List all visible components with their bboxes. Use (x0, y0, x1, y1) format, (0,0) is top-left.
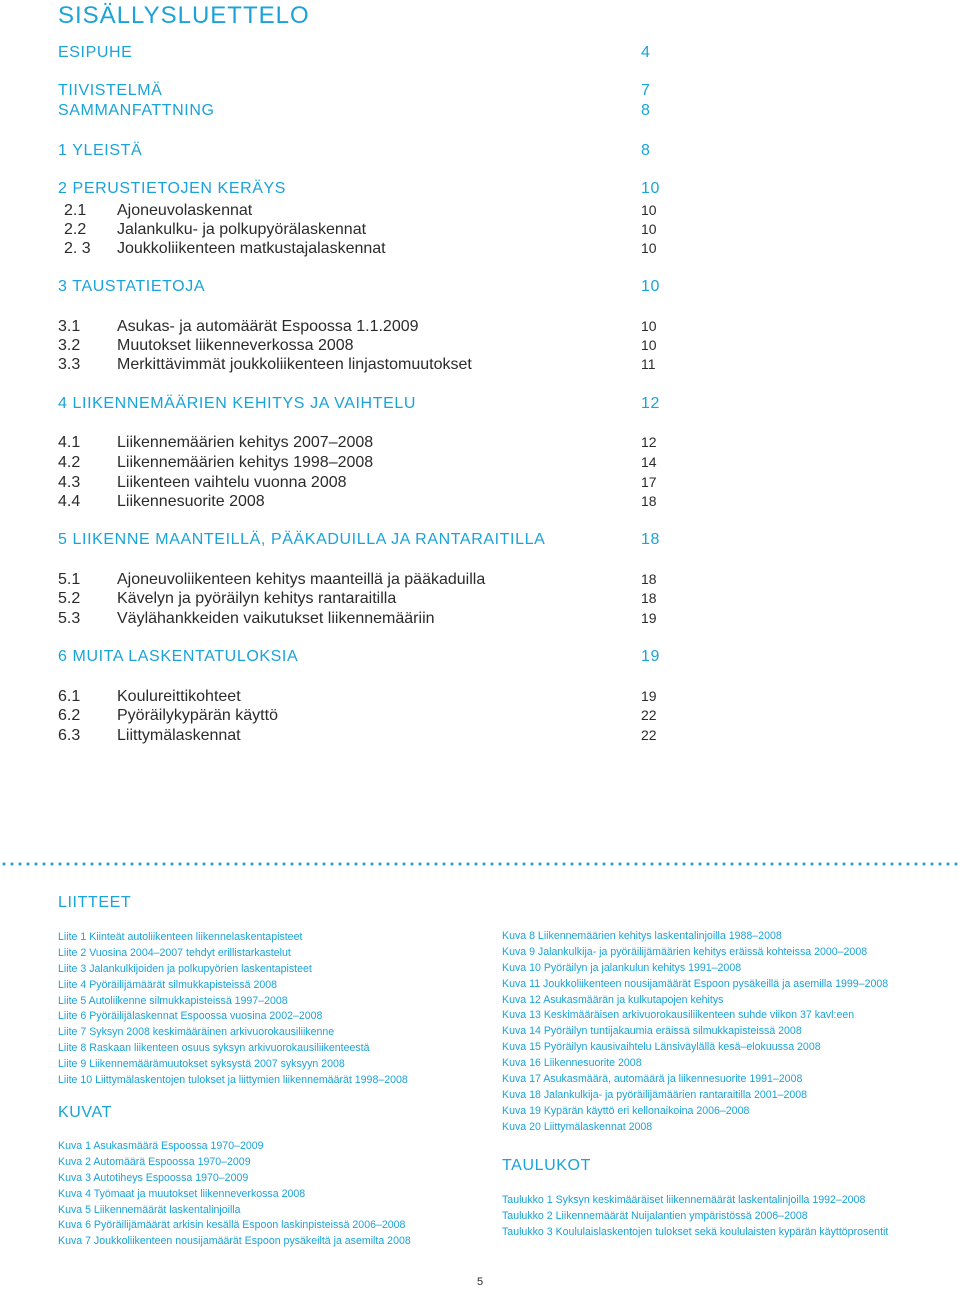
list-item[interactable]: Kuva 3 Autotiheys Espoossa 1970–2009 (58, 1171, 249, 1184)
list-item[interactable]: Kuva 1 Asukasmäärä Espoossa 1970–2009 (58, 1140, 264, 1152)
toc-subentry-label: Liittymälaskennat (117, 727, 241, 744)
toc-subentry-label: Jalankulku- ja polkupyörälaskennat (117, 221, 367, 238)
toc-subentry[interactable] (58, 474, 658, 494)
taulukot-heading: TAULUKOT (502, 1157, 591, 1174)
toc-entry-page: 10 (641, 240, 657, 256)
toc-entry-page: 18 (641, 493, 657, 509)
list-item[interactable]: Liite 6 Pyöräilijälaskennat Espoossa vuosina 2002–2008 (58, 1010, 323, 1023)
page-number: 5 (476, 1276, 484, 1288)
list-item[interactable]: Kuva 17 Asukasmäärä, automäärä ja liikennesuorite 1991–2008 (502, 1073, 803, 1086)
toc-chapter-4[interactable] (58, 395, 658, 415)
list-item[interactable]: Kuva 19 Kypärän käyttö eri kellonaikoina 2006–2008 (502, 1104, 750, 1117)
toc-subentry-label: Ajoneuvolaskennat (117, 202, 253, 219)
toc-subentry[interactable] (58, 493, 658, 513)
toc-entry-page: 19 (641, 610, 657, 626)
toc-subentry-number: 4.2 (58, 454, 81, 471)
toc-entry-sammanfattning[interactable] (58, 102, 658, 122)
list-item[interactable]: Taulukko 2 Liikennemäärät Nuijalantien ympäristössä 2006–2008 (502, 1209, 808, 1222)
toc-entry-page: 14 (641, 454, 657, 470)
toc-entry-page: 19 (641, 648, 660, 665)
list-item[interactable]: Kuva 11 Joukkoliikenteen nousijamäärät Espoon pysäkeillä ja asemilla 1999–2008 (502, 977, 889, 990)
list-item[interactable]: Kuva 13 Keskimääräisen arkivuorokausiliikenteen suhde viikon 37 kavl:een (502, 1009, 855, 1022)
toc-subentry-label: Liikennesuorite 2008 (117, 493, 265, 510)
toc-chapter-6[interactable] (58, 648, 658, 668)
list-item[interactable]: Kuva 5 Liikennemäärät laskentalinjoilla (58, 1203, 241, 1216)
toc-entry-page: 11 (641, 356, 656, 372)
toc-subentry[interactable] (58, 454, 658, 474)
list-item[interactable]: Liite 2 Vuosina 2004–2007 tehdyt erillistarkastelut (58, 946, 291, 959)
toc-chapter-5[interactable] (58, 531, 658, 551)
toc-subentry[interactable] (58, 356, 658, 376)
toc-subentry-label: Ajoneuvoliikenteen kehitys maanteillä ja pääkaduilla (117, 571, 486, 588)
toc-subentry-label: Joukkoliikenteen matkustajalaskennat (117, 240, 386, 257)
toc-subentry-number: 2. 3 (64, 240, 91, 257)
toc-entry-label: 2 PERUSTIETOJEN KERÄYS (58, 180, 287, 197)
liitteet-heading: LIITTEET (58, 894, 132, 911)
list-item[interactable]: Liite 7 Syksyn 2008 keskimääräinen arkivuorokausiliikenne (58, 1026, 335, 1039)
toc-subentry[interactable] (58, 240, 658, 260)
list-item[interactable]: Liite 1 Kiinteät autoliikenteen liikennelaskentapisteet (58, 931, 303, 943)
toc-subentry-number: 5.2 (58, 590, 81, 607)
list-item[interactable]: Kuva 2 Automäärä Espoossa 1970–2009 (58, 1155, 251, 1168)
toc-subentry-number: 4.1 (58, 434, 81, 451)
list-item[interactable]: Liite 5 Autoliikenne silmukkapisteissä 1997–2008 (58, 994, 288, 1007)
toc-entry-page: 22 (641, 707, 657, 723)
list-item[interactable]: Kuva 16 Liikennesuorite 2008 (502, 1057, 642, 1070)
toc-entry-page: 12 (641, 395, 660, 412)
page-title: SISÄLLYSLUETTELO (58, 2, 310, 29)
toc-entry-page: 18 (641, 590, 657, 606)
toc-entry-label: 4 LIIKENNEMÄÄRIEN KEHITYS JA VAIHTELU (58, 395, 416, 412)
toc-subentry-number: 6.1 (58, 688, 81, 705)
toc-subentry-number: 5.1 (58, 571, 81, 588)
toc-subentry[interactable] (58, 318, 658, 338)
toc-subentry[interactable] (58, 688, 658, 708)
toc-subentry-number: 3.2 (58, 337, 81, 354)
toc-subentry[interactable] (58, 202, 658, 222)
toc-subentry-label: Merkittävimmät joukkoliikenteen linjastomuutokset (117, 356, 472, 373)
liitteet-list (58, 930, 408, 1089)
list-item[interactable]: Liite 4 Pyöräilijämäärät silmukkapisteissä 2008 (58, 978, 278, 991)
toc-entry-page: 7 (641, 82, 651, 99)
list-item[interactable]: Kuva 9 Jalankulkija- ja pyöräilijämäärien kehitys eräissä kohteissa 2000–2008 (502, 945, 868, 958)
toc-entry-page: 10 (641, 180, 660, 197)
list-item[interactable]: Liite 9 Liikennemäärämuutokset syksystä 2007 syksyyn 2008 (58, 1058, 345, 1071)
dotted-divider (0, 862, 960, 866)
toc-entry-page: 22 (641, 727, 657, 743)
list-item[interactable]: Kuva 14 Pyöräilyn tuntijakaumia eräissä silmukkapisteissä 2008 (502, 1025, 802, 1038)
toc-subentry-number: 5.3 (58, 610, 81, 627)
kuvat-heading: KUVAT (58, 1104, 112, 1121)
toc-chapter-1[interactable] (58, 142, 658, 162)
toc-entry-tiivistelma[interactable] (58, 82, 658, 102)
list-item[interactable]: Taulukko 1 Syksyn keskimääräiset liikennemäärät laskentalinjoilla 1992–2008 (502, 1194, 866, 1206)
toc-entry-page: 10 (641, 318, 657, 334)
toc-subentry-label: Pyöräilykypärän käyttö (117, 707, 278, 724)
toc-subentry-number: 4.4 (58, 493, 81, 510)
kuvat-list-left (58, 1139, 411, 1250)
toc-entry-page: 10 (641, 202, 657, 218)
list-item[interactable]: Kuva 20 Liittymälaskennat 2008 (502, 1120, 653, 1133)
list-item[interactable]: Taulukko 3 Koululaislaskentojen tulokset sekä koululaisten kypärän käyttöprosentit (502, 1225, 889, 1238)
toc-entry-page: 19 (641, 688, 657, 704)
toc-entry-page: 10 (641, 221, 657, 237)
toc-entry-label: ESIPUHE (58, 44, 133, 61)
toc-subentry-number: 3.3 (58, 356, 81, 373)
toc-chapter-2[interactable] (58, 180, 658, 200)
toc-entry-page: 18 (641, 531, 660, 548)
toc-chapter-3[interactable] (58, 278, 658, 298)
kuvat-list-right (502, 929, 888, 1136)
toc-entry-label: TIIVISTELMÄ (58, 82, 163, 99)
toc-entry-label: SAMMANFATTNING (58, 102, 215, 119)
toc-subentry[interactable] (58, 727, 658, 747)
toc-entry-page: 4 (641, 44, 651, 61)
toc-subentry-number: 3.1 (58, 318, 81, 335)
list-item[interactable]: Kuva 4 Työmaat ja muutokset liikenneverkossa 2008 (58, 1187, 306, 1200)
toc-subentry-label: Väylähankkeiden vaikutukset liikennemääriin (117, 610, 435, 627)
toc-subentry-label: Liikenteen vaihtelu vuonna 2008 (117, 474, 347, 491)
toc-subentry-number: 2.1 (64, 202, 87, 219)
toc-entry-label: 5 LIIKENNE MAANTEILLÄ, PÄÄKADUILLA JA RANTARAITILLA (58, 531, 546, 548)
toc-subentry-number: 6.2 (58, 707, 81, 724)
toc-subentry-label: Liikennemäärien kehitys 2007–2008 (117, 434, 374, 451)
list-item[interactable]: Kuva 15 Pyöräilyn kausivaihtelu Länsiväylällä kesä–elokuussa 2008 (502, 1041, 821, 1054)
toc-entry-label: 3 TAUSTATIETOJA (58, 278, 206, 295)
toc-entry-page: 8 (641, 102, 651, 119)
toc-entry-page: 17 (641, 474, 657, 490)
toc-subentry[interactable] (58, 610, 658, 630)
toc-entry-page: 18 (641, 571, 657, 587)
list-item[interactable]: Kuva 7 Joukkoliikenteen nousijamäärät Espoon pysäkeiltä ja asemilta 2008 (58, 1235, 411, 1248)
list-item[interactable]: Liite 10 Liittymälaskentojen tulokset ja liittymien liikennemäärät 1998–2008 (58, 1074, 408, 1087)
toc-subentry-label: Muutokset liikenneverkossa 2008 (117, 337, 354, 354)
toc-subentry[interactable] (58, 434, 658, 454)
toc-subentry[interactable] (58, 571, 658, 591)
toc-subentry-label: Asukas- ja automäärät Espoossa 1.1.2009 (117, 318, 419, 335)
list-item[interactable]: Kuva 6 Pyöräilijämäärät arkisin kesällä Espoon laskinpisteissä 2006–2008 (58, 1219, 406, 1232)
toc-subentry[interactable] (58, 707, 658, 727)
toc-subentry-number: 4.3 (58, 474, 81, 491)
toc-subentry-label: Kävelyn ja pyöräilyn kehitys rantaraitilla (117, 590, 397, 607)
toc-entry-label: 1 YLEISTÄ (58, 142, 143, 159)
list-item[interactable]: Liite 3 Jalankulkijoiden ja polkupyörien laskentapisteet (58, 962, 312, 975)
list-item[interactable]: Kuva 10 Pyöräilyn ja jalankulun kehitys 1991–2008 (502, 961, 742, 974)
list-item[interactable]: Kuva 12 Asukasmäärän ja kulkutapojen kehitys (502, 993, 724, 1006)
toc-subentry[interactable] (58, 590, 658, 610)
toc-entry-esipuhe[interactable] (58, 44, 658, 64)
toc-subentry-number: 2.2 (64, 221, 87, 238)
toc-subentry-number: 6.3 (58, 727, 81, 744)
toc-entry-page: 10 (641, 278, 660, 295)
toc-subentry[interactable] (58, 337, 658, 357)
toc-subentry[interactable] (58, 221, 658, 241)
toc-entry-label: 6 MUITA LASKENTATULOKSIA (58, 648, 299, 665)
toc-entry-page: 10 (641, 337, 657, 353)
toc-subentry-label: Koulureittikohteet (117, 688, 241, 705)
taulukot-list (502, 1193, 888, 1241)
list-item[interactable]: Liite 8 Raskaan liikenteen osuus syksyn arkivuorokausiliikenteestä (58, 1042, 370, 1055)
toc-entry-page: 12 (641, 434, 657, 450)
toc-entry-page: 8 (641, 142, 651, 159)
toc-subentry-label: Liikennemäärien kehitys 1998–2008 (117, 454, 374, 471)
list-item[interactable]: Kuva 8 Liikennemäärien kehitys laskentalinjoilla 1988–2008 (502, 930, 782, 942)
list-item[interactable]: Kuva 18 Jalankulkija- ja pyöräilijämäärien rantaraitilla 2001–2008 (502, 1088, 808, 1101)
